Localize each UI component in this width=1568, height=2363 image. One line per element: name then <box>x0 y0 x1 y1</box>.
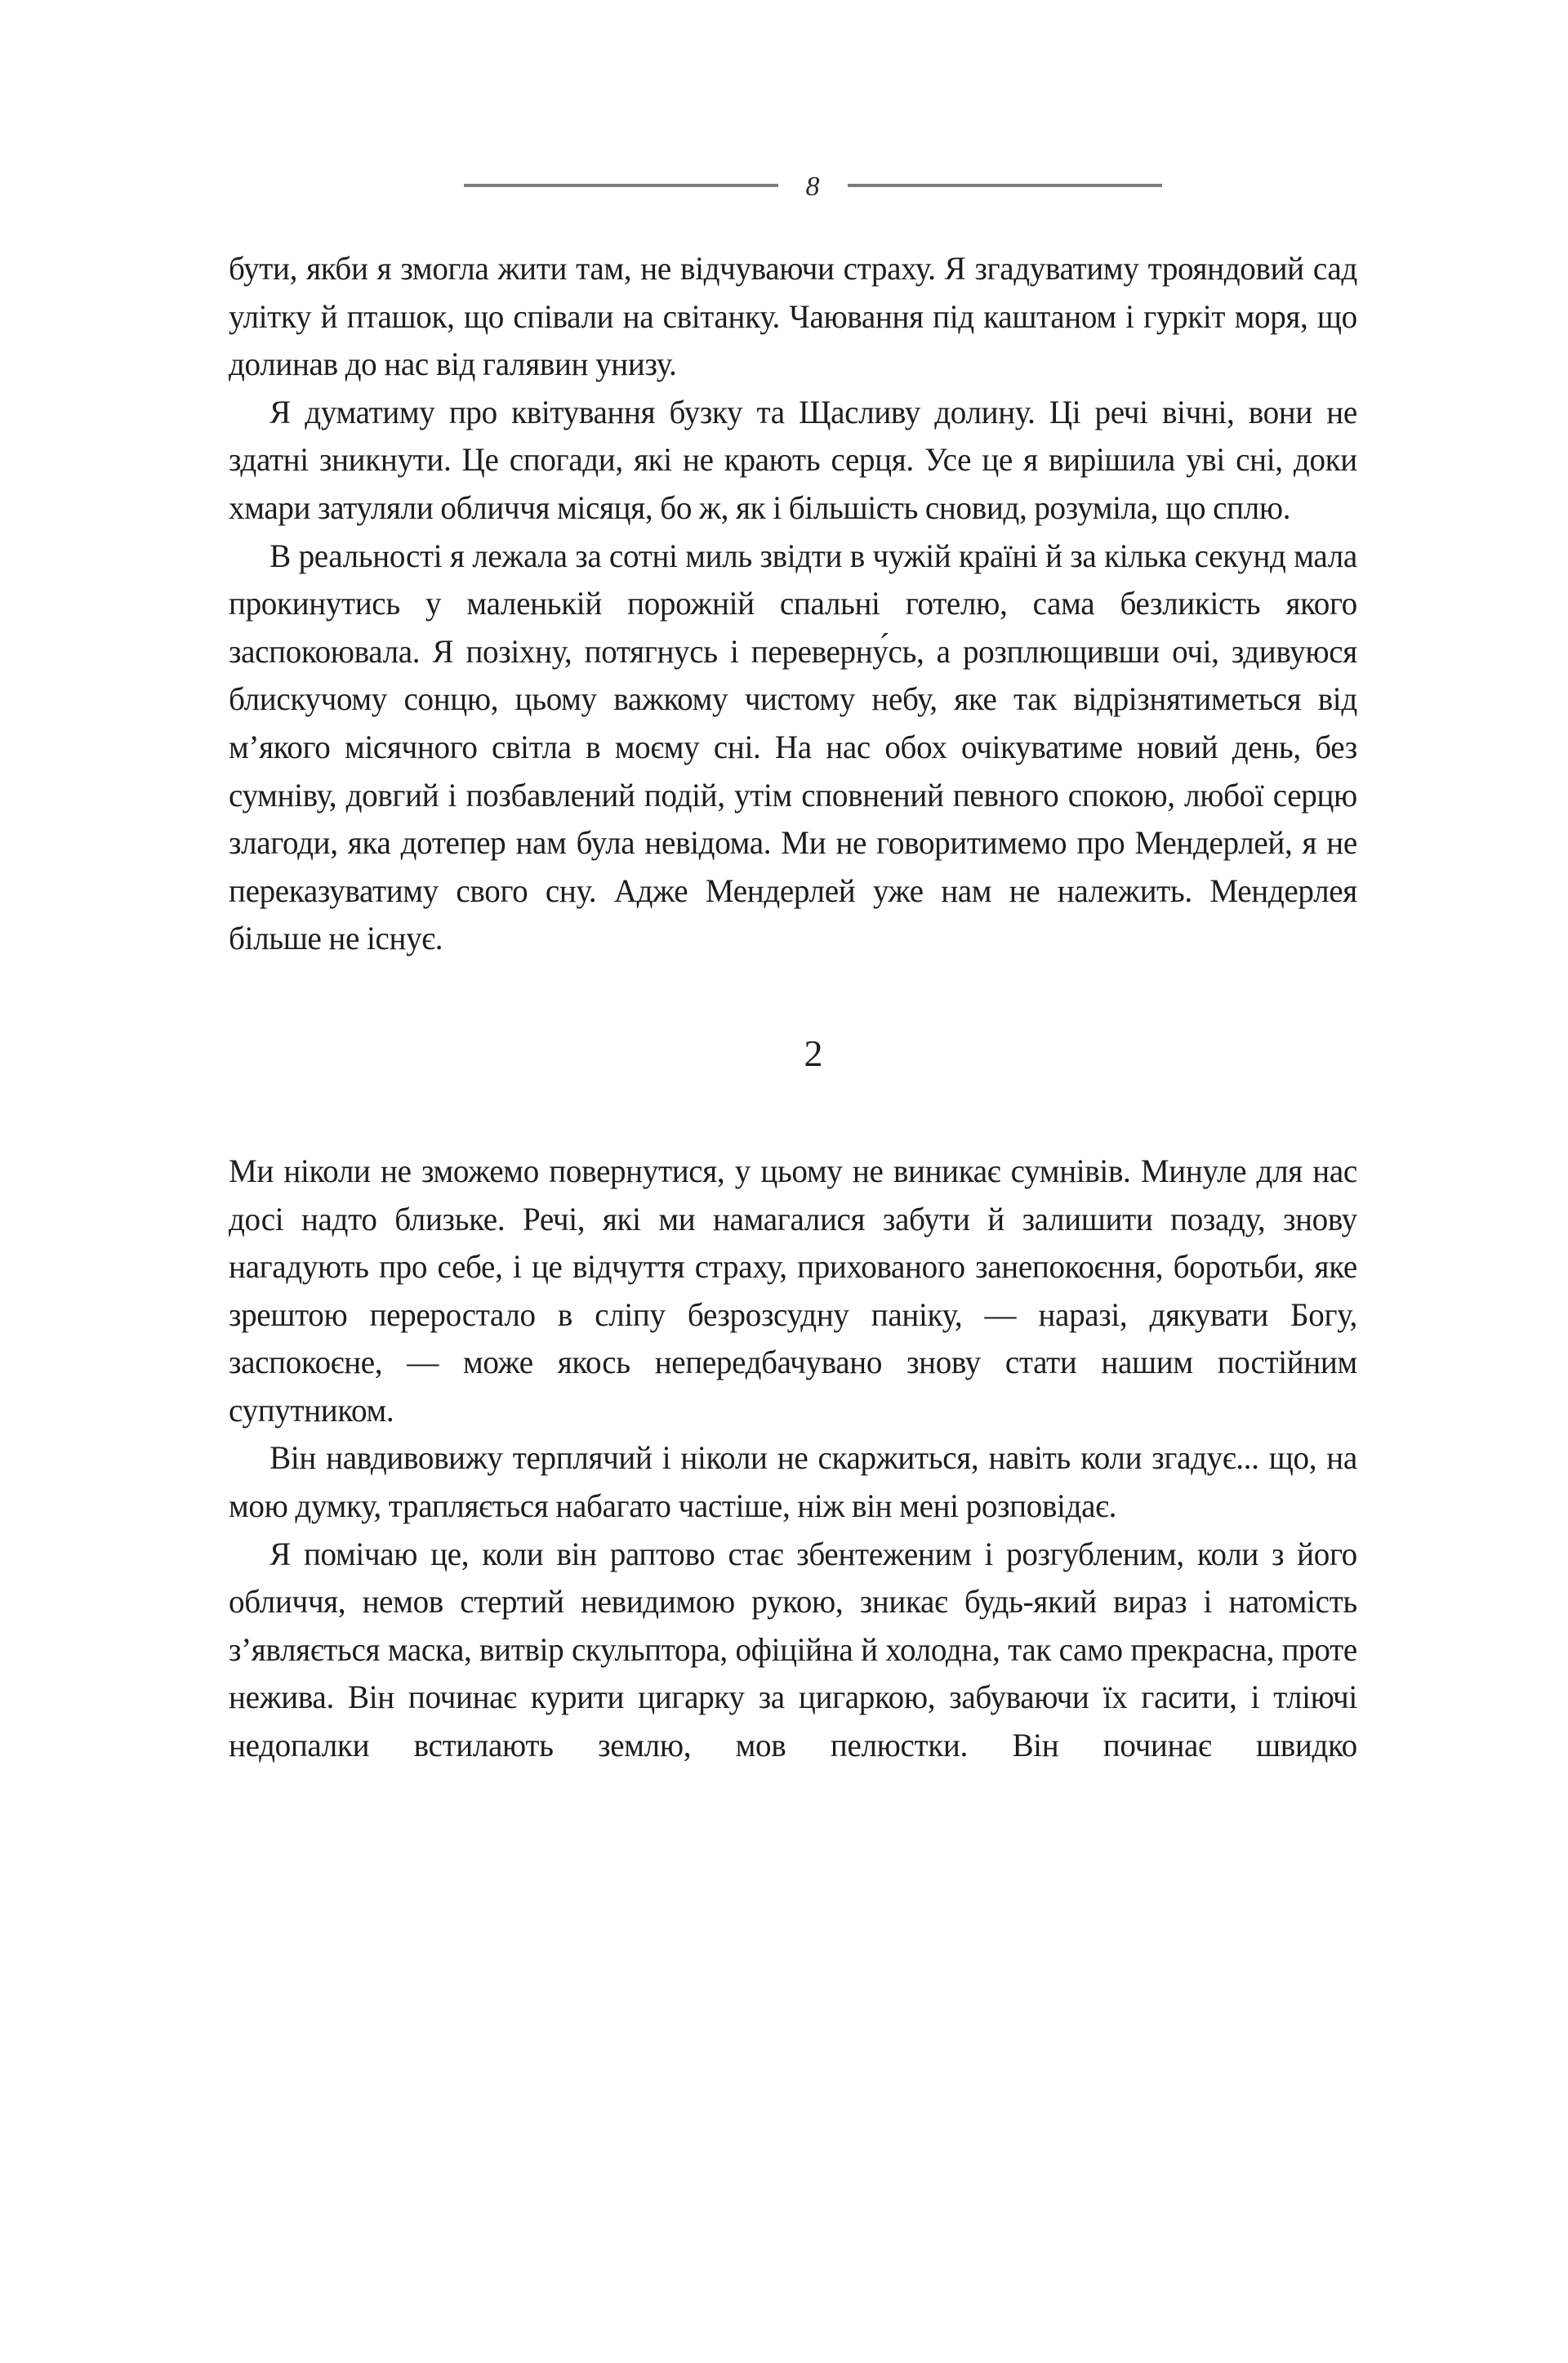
paragraph: Він навдивовижу терплячий і ніколи не скаржиться, навіть коли згадує... що, на мою думку, трапляється набагато частіше, ніж він мені розповідає. <box>229 1439 1357 1525</box>
chapter-number: 2 <box>804 1032 823 1074</box>
paragraph-continuation: бути, якби я змогла жити там, не відчуваючи страху. Я згадуватиму трояндовий сад улітку й пташок, що співали на світанку. Чаювання під каштаном і гуркіт моря, що долинав до нас від галявин унизу. <box>229 250 1357 383</box>
header-rule-right <box>848 184 1162 187</box>
text-block <box>229 245 1398 1770</box>
chapter-opening-paragraph: Ми ніколи не зможемо повернутися, у цьому не виникає сумнівів. Минуле для нас досі надто близьке. Речі, які ми намагалися забути й залишити позаду, знову нагадують про себе, і це відчуття страху, прихованого занепокоєння, боротьби, яке зрештою переростало в сліпу безрозсудну паніку, — наразі, дякувати Богу, заспокоєне, — може якось непередбачувано знову стати нашим постійним супутником. <box>229 1152 1357 1429</box>
paragraph: Я помічаю це, коли він раптово стає збентеженим і розгубленим, коли з його обличчя, немов стертий невидимою рукою, зникає будь-який вираз і натомість з’являється маска, витвір скульптора, офіційна й холодна, так само прекрасна, проте нежива. Він починає курити цигарку за цигаркою, забуваючи їх гасити, і тліючі недопалки встилають землю, мов пелюстки. Він починає швидко <box>229 1535 1357 1764</box>
page-number: 8 <box>805 172 820 202</box>
paragraph: Я думатиму про квітування бузку та Щасливу долину. Ці речі вічні, вони не здатні зникнути. Це спогади, які не крають серця. Усе це я вирішила уві сні, доки хмари затуляли обличчя місяця, бо ж, як і більшість сновид, розуміла, що сплю. <box>229 393 1357 526</box>
running-header <box>229 157 1396 214</box>
paragraph: В реальності я лежала за сотні миль звідти в чужій країні й за кілька секунд мала прокинутись у маленькій порожній спальні готелю, сама безликість якого заспокоювала. Я позіхну, потягнусь і переверну́сь, а розплющивши очі, здивуюся блискучому сонцю, цьому важкому чистому небу, яке так відрізнятиметься від м’якого місячного світла в моєму сні. На нас обох очікуватиме новий день, без сумніву, довгий і позбавлений подій, утім сповнений певного спокою, любої серцю злагоди, яка дотепер нам була невідома. Ми не говоритимемо про Мендерлей, я не переказуватиму свого сну. Адже Мендерлей уже нам не належить. Мендерлея більше не існує. <box>229 537 1357 957</box>
header-rule-left <box>464 184 778 187</box>
